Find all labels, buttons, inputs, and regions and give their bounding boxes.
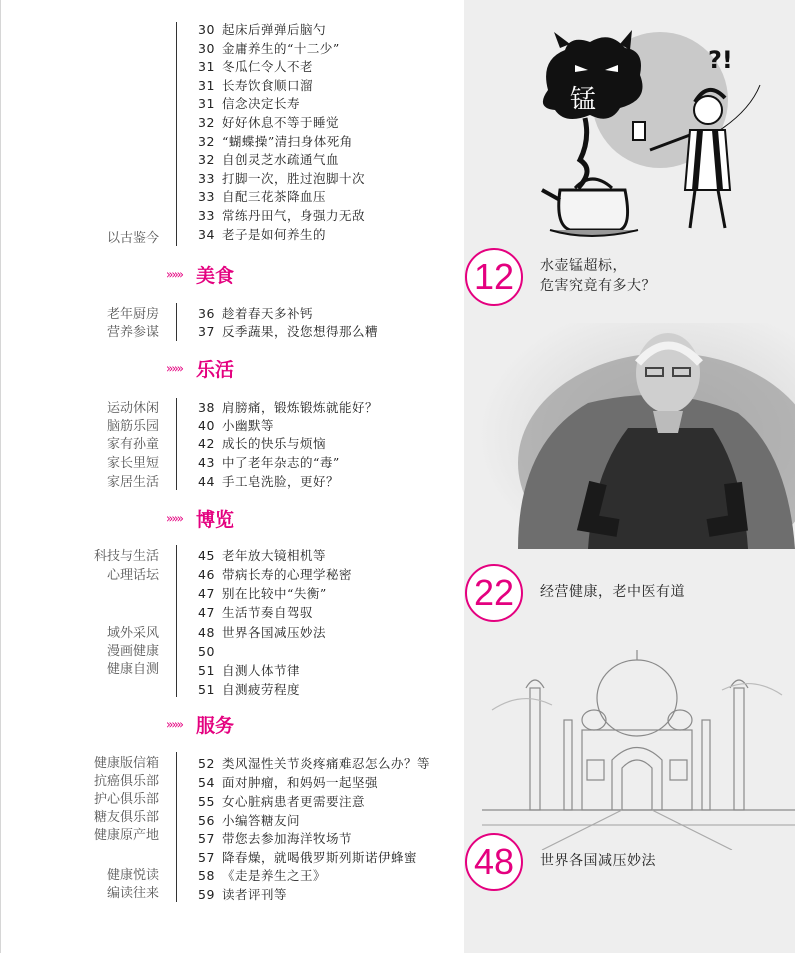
toc-page-number: 45	[198, 548, 215, 563]
toc-entry[interactable]	[198, 812, 300, 829]
toc-page-number: 30	[198, 22, 215, 37]
feature-page-badge: 22	[465, 564, 523, 622]
section-title: 乐活	[196, 359, 235, 381]
toc-entry[interactable]	[198, 417, 274, 434]
category-label: 抗癌俱乐部	[93, 773, 159, 788]
toc-page-number: 52	[198, 756, 215, 771]
toc-entry[interactable]	[198, 21, 326, 38]
toc-entry[interactable]	[198, 585, 327, 602]
toc-entry-title: 趁着春天多补钙	[222, 306, 314, 321]
divider-line	[176, 752, 177, 902]
category-label: 健康原产地	[93, 827, 159, 842]
toc-entry-title: 别在比较中“失衡”	[222, 586, 327, 601]
category-label: 编读往来	[106, 885, 159, 900]
toc-entry-title: 打脚一次，胜过泡脚十次	[222, 170, 366, 186]
exclaim-mark: ?!	[708, 46, 733, 74]
toc-entry[interactable]	[198, 170, 365, 187]
toc-entry[interactable]	[198, 399, 378, 416]
toc-page-number: 31	[198, 59, 215, 75]
toc-page-number: 33	[198, 189, 215, 205]
toc-entry-title: 老年放大镜相机等	[222, 548, 327, 563]
toc-page-number: 58	[198, 868, 215, 883]
category-label: 家居生活	[106, 474, 159, 489]
category-label: 脑筋乐园	[106, 418, 159, 433]
toc-entry[interactable]	[198, 604, 313, 621]
toc-page-number: 33	[198, 170, 215, 186]
toc-entry[interactable]	[198, 849, 417, 866]
divider-line	[176, 398, 177, 490]
category-label: 以古鉴今	[106, 230, 159, 245]
feature-title-line: 世界各国减压妙法	[540, 853, 656, 869]
toc-page-number: 32	[198, 133, 215, 149]
toc-page-number: 50	[198, 644, 215, 659]
category-label: 老年厨房	[106, 306, 159, 321]
toc-page-number: 54	[198, 775, 215, 790]
toc-page-number: 37	[198, 324, 215, 339]
toc-entry-title: 小幽默等	[222, 418, 275, 433]
toc-page-number: 38	[198, 400, 215, 415]
toc-entry-title: 类风湿性关节炎疼痛难忍怎么办？等	[222, 756, 431, 771]
toc-entry[interactable]	[198, 435, 326, 452]
toc-entry-title: 手工皂洗脸，更好？	[222, 474, 340, 489]
toc-page-number: 40	[198, 418, 215, 433]
toc-page-number: 42	[198, 436, 215, 451]
toc-entry-title: 世界各国减压妙法	[222, 625, 327, 640]
toc-entry[interactable]	[198, 681, 300, 698]
category-label: 域外采风	[106, 625, 159, 640]
toc-entry[interactable]	[198, 151, 339, 168]
toc-page-number: 33	[198, 208, 215, 223]
toc-page-number: 57	[198, 850, 215, 865]
section-arrows-icon: »»»	[166, 267, 183, 282]
toc-entry-title: 带您去参加海洋牧场节	[222, 831, 353, 846]
category-label: 漫画健康	[106, 643, 159, 658]
toc-entry-title: 自测疲劳程度	[222, 682, 301, 697]
toc-entry-title: 信念决定长寿	[222, 96, 301, 112]
toc-entry-title: “蝴蝶操”清扫身体死角	[222, 133, 353, 149]
toc-page-number: 59	[198, 887, 215, 902]
toc-entry-title: 起床后弹弹后脑勺	[222, 22, 327, 37]
toc-entry[interactable]	[198, 58, 313, 75]
toc-entry-title: 冬瓜仁令人不老	[222, 59, 314, 75]
toc-page-number: 31	[198, 77, 215, 93]
toc-entry[interactable]	[198, 830, 352, 847]
toc-entry[interactable]	[198, 867, 326, 884]
toc-entry[interactable]	[198, 207, 365, 224]
category-label: 护心俱乐部	[93, 791, 159, 806]
elderly-doctor-photo	[478, 323, 795, 549]
toc-page-number: 51	[198, 682, 215, 697]
toc-page-number: 34	[198, 226, 215, 242]
toc-entry[interactable]	[198, 114, 339, 131]
toc-entry-title: 常练丹田气，身强力无敌	[222, 208, 366, 223]
page-edge	[0, 0, 1, 953]
toc-page-number: 46	[198, 567, 215, 582]
toc-page-number: 31	[198, 96, 215, 112]
category-label: 健康悦读	[106, 867, 159, 882]
divider-line	[176, 545, 177, 697]
category-label: 心理话坛	[106, 567, 159, 582]
divider-line	[176, 303, 177, 341]
toc-entry-title: 降春燥，就喝俄罗斯列斯诺伊蜂蜜	[222, 850, 418, 865]
section-header-food	[166, 261, 234, 289]
feature-title-line: 水壶锰超标，	[540, 258, 627, 274]
toc-entry[interactable]	[198, 188, 326, 205]
toc-page-number: 30	[198, 40, 215, 56]
feature-page-badge: 48	[465, 833, 523, 891]
toc-entry[interactable]	[198, 774, 378, 791]
section-title: 博览	[196, 509, 235, 531]
toc-entry[interactable]	[198, 473, 339, 490]
section-header-service	[166, 711, 234, 739]
toc-entry[interactable]	[198, 886, 287, 903]
toc-entry-title: 带病长寿的心理学秘密	[222, 567, 353, 582]
toc-entry[interactable]	[198, 454, 340, 471]
category-label: 科技与生活	[93, 548, 159, 563]
toc-entry-title: 生活节奏自驾驭	[222, 605, 314, 620]
toc-page-number: 56	[198, 813, 215, 828]
toc-entry-title: 长寿饮食顺口溜	[222, 77, 314, 93]
toc-page-number: 43	[198, 455, 215, 470]
toc-entry-title: 自测人体节律	[222, 663, 301, 678]
toc-page-number: 44	[198, 474, 215, 489]
toc-entry-title: 自创灵芝水疏通气血	[222, 152, 340, 168]
section-title: 美食	[196, 265, 235, 287]
feature-title	[540, 256, 656, 296]
cartoon-illustration	[520, 30, 770, 240]
toc-page-number: 32	[198, 115, 215, 130]
toc-entry[interactable]	[198, 40, 340, 57]
toc-page-number: 47	[198, 605, 215, 620]
category-label: 家长里短	[106, 455, 159, 470]
toc-entry[interactable]	[198, 305, 313, 322]
toc-entry-title: 读者评刊等	[222, 887, 288, 902]
taj-mahal-sketch	[482, 650, 795, 850]
feature-title-line: 经营健康，老中医有道	[540, 584, 685, 600]
toc-entry[interactable]	[198, 95, 300, 112]
toc-page-number: 51	[198, 663, 215, 678]
toc-entry[interactable]	[198, 755, 430, 772]
toc-page-number: 57	[198, 831, 215, 846]
feature-title	[540, 582, 685, 602]
category-label: 家有孙童	[106, 436, 159, 451]
section-arrows-icon: »»»	[166, 511, 183, 526]
toc-entry-title: 《走是养生之王》	[222, 868, 327, 883]
toc-entry[interactable]	[198, 624, 326, 641]
toc-entry[interactable]	[198, 793, 365, 810]
feature-page-badge: 12	[465, 248, 523, 306]
toc-entry[interactable]	[198, 133, 353, 150]
toc-entry-title: 自配三花茶降血压	[222, 189, 327, 205]
toc-entry-title: 好好休息不等于睡觉	[222, 115, 340, 130]
section-header-broad	[166, 505, 234, 533]
category-label: 健康自测	[106, 661, 159, 676]
section-header-leisure	[166, 355, 234, 383]
category-label: 糖友俱乐部	[93, 809, 159, 824]
toc-entry-title: 成长的快乐与烦恼	[222, 436, 327, 451]
category-label: 运动休闲	[106, 400, 159, 415]
toc-page-number: 32	[198, 152, 215, 168]
toc-entry[interactable]	[198, 226, 326, 243]
toc-entry[interactable]	[198, 547, 326, 564]
toc-page-number: 48	[198, 625, 215, 640]
toc-entry[interactable]	[198, 566, 352, 583]
section-arrows-icon: »»»	[166, 361, 183, 376]
toc-entry-title: 中了老年杂志的“毒”	[222, 455, 340, 470]
toc-entry-title: 肩膀痛，锻炼锻炼就能好？	[222, 400, 379, 415]
category-label: 营养参谋	[106, 324, 159, 339]
toc-entry[interactable]	[198, 662, 300, 679]
toc-page-number: 36	[198, 306, 215, 321]
feature-title	[540, 851, 656, 871]
toc-entry-title: 反季蔬果，没您想得那么糟	[222, 324, 379, 339]
category-label: 健康版信箱	[93, 755, 159, 770]
toc-page-number: 47	[198, 586, 215, 601]
toc-entry[interactable]	[198, 323, 378, 340]
toc-page-number: 55	[198, 794, 215, 809]
toc-entry-title: 金庸养生的“十二少”	[222, 40, 340, 56]
divider-line	[176, 22, 177, 246]
section-title: 服务	[196, 715, 235, 737]
cartoon-label: 锰	[570, 85, 597, 115]
toc-entry-title: 老子是如何养生的	[222, 226, 327, 242]
toc-entry[interactable]	[198, 77, 313, 94]
feature-title-line: 危害究竟有多大？	[540, 278, 656, 294]
toc-entry-title: 女心脏病患者更需要注意	[222, 794, 366, 809]
section-arrows-icon: »»»	[166, 717, 183, 732]
toc-entry[interactable]	[198, 643, 222, 660]
toc-entry-title: 小编答糖友问	[222, 813, 301, 828]
toc-entry-title: 面对肿瘤，和妈妈一起坚强	[222, 775, 379, 790]
